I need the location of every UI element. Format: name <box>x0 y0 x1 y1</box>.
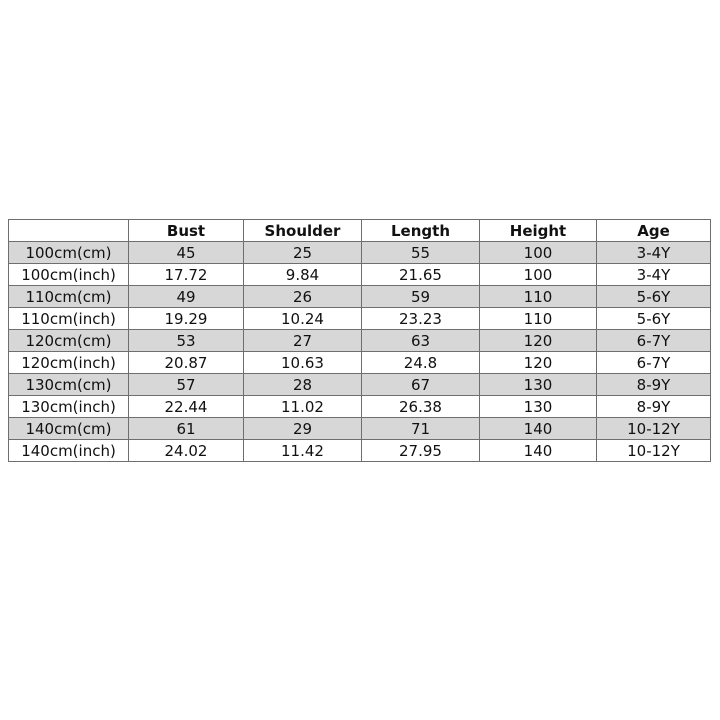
cell-size: 140cm(cm) <box>9 418 129 440</box>
table-row <box>9 264 711 286</box>
header-shoulder: Shoulder <box>244 220 362 242</box>
cell-shoulder: 10.24 <box>244 308 362 330</box>
cell-length: 21.65 <box>362 264 480 286</box>
cell-height: 130 <box>480 396 597 418</box>
cell-shoulder: 29 <box>244 418 362 440</box>
cell-size: 100cm(cm) <box>9 242 129 264</box>
cell-size: 120cm(cm) <box>9 330 129 352</box>
cell-age: 10-12Y <box>597 440 711 462</box>
cell-length: 71 <box>362 418 480 440</box>
cell-shoulder: 27 <box>244 330 362 352</box>
cell-age: 8-9Y <box>597 374 711 396</box>
cell-length: 63 <box>362 330 480 352</box>
cell-length: 24.8 <box>362 352 480 374</box>
cell-bust: 17.72 <box>129 264 244 286</box>
cell-shoulder: 28 <box>244 374 362 396</box>
cell-bust: 57 <box>129 374 244 396</box>
table-row <box>9 374 711 396</box>
size-chart-table <box>8 219 711 462</box>
table-row <box>9 330 711 352</box>
cell-bust: 20.87 <box>129 352 244 374</box>
cell-height: 140 <box>480 440 597 462</box>
cell-bust: 61 <box>129 418 244 440</box>
cell-bust: 19.29 <box>129 308 244 330</box>
cell-bust: 22.44 <box>129 396 244 418</box>
table-row <box>9 396 711 418</box>
table-row <box>9 418 711 440</box>
cell-height: 110 <box>480 286 597 308</box>
cell-length: 27.95 <box>362 440 480 462</box>
cell-age: 5-6Y <box>597 286 711 308</box>
table-header <box>9 220 711 242</box>
cell-length: 67 <box>362 374 480 396</box>
cell-size: 110cm(inch) <box>9 308 129 330</box>
table-body <box>9 242 711 462</box>
header-length: Length <box>362 220 480 242</box>
cell-age: 5-6Y <box>597 308 711 330</box>
cell-height: 100 <box>480 264 597 286</box>
header-size <box>9 220 129 242</box>
cell-length: 59 <box>362 286 480 308</box>
cell-size: 120cm(inch) <box>9 352 129 374</box>
cell-bust: 53 <box>129 330 244 352</box>
table-row <box>9 308 711 330</box>
cell-length: 55 <box>362 242 480 264</box>
cell-age: 10-12Y <box>597 418 711 440</box>
header-height: Height <box>480 220 597 242</box>
cell-shoulder: 9.84 <box>244 264 362 286</box>
cell-shoulder: 25 <box>244 242 362 264</box>
cell-age: 3-4Y <box>597 242 711 264</box>
cell-bust: 49 <box>129 286 244 308</box>
cell-size: 140cm(inch) <box>9 440 129 462</box>
table-row <box>9 286 711 308</box>
cell-height: 140 <box>480 418 597 440</box>
cell-shoulder: 11.42 <box>244 440 362 462</box>
table-row <box>9 352 711 374</box>
table-row <box>9 440 711 462</box>
table-row <box>9 242 711 264</box>
cell-age: 6-7Y <box>597 352 711 374</box>
cell-length: 23.23 <box>362 308 480 330</box>
cell-height: 130 <box>480 374 597 396</box>
header-age: Age <box>597 220 711 242</box>
cell-age: 8-9Y <box>597 396 711 418</box>
cell-shoulder: 26 <box>244 286 362 308</box>
cell-size: 100cm(inch) <box>9 264 129 286</box>
cell-shoulder: 11.02 <box>244 396 362 418</box>
cell-height: 120 <box>480 352 597 374</box>
cell-age: 3-4Y <box>597 264 711 286</box>
cell-age: 6-7Y <box>597 330 711 352</box>
cell-size: 110cm(cm) <box>9 286 129 308</box>
cell-bust: 24.02 <box>129 440 244 462</box>
cell-bust: 45 <box>129 242 244 264</box>
cell-height: 120 <box>480 330 597 352</box>
cell-height: 110 <box>480 308 597 330</box>
cell-size: 130cm(inch) <box>9 396 129 418</box>
cell-length: 26.38 <box>362 396 480 418</box>
header-bust: Bust <box>129 220 244 242</box>
cell-shoulder: 10.63 <box>244 352 362 374</box>
cell-size: 130cm(cm) <box>9 374 129 396</box>
header-row <box>9 220 711 242</box>
cell-height: 100 <box>480 242 597 264</box>
